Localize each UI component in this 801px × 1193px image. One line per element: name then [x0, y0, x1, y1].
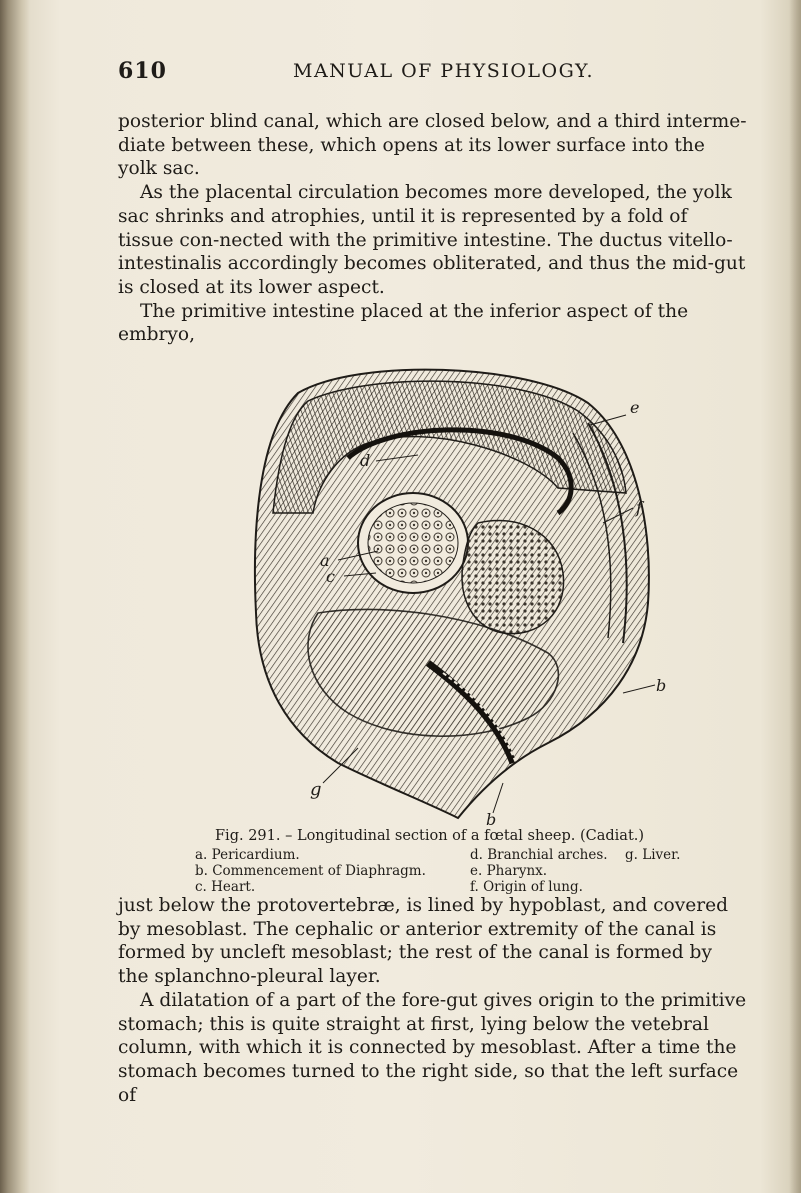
figure-291	[228, 363, 668, 825]
legend-item-a: a. Pericardium.	[195, 847, 300, 863]
legend-item-c: c. Heart.	[195, 879, 256, 895]
legend-item-g: g. Liver.	[625, 847, 681, 863]
label-b-right: b	[656, 676, 667, 695]
embryo-section-illustration	[228, 363, 668, 825]
legend-item-f: f. Origin of lung.	[470, 879, 583, 895]
label-a: a	[320, 551, 330, 570]
paragraph-3-end: just below the protovertebræ, is lined by hypoblast, and covered by mesoblast. The cephalic or anterior extremity of the canal is formed by uncleft mesoblast; the rest of the canal is formed by the splanchno-pleural layer.	[118, 895, 729, 988]
legend-column-1	[195, 847, 426, 895]
book-gutter	[0, 0, 30, 1193]
paragraph-4: A dilatation of a part of the fore-gut gives origin to the primitive stomach; this is quite straight at first, lying below the vetebral column, with which it is connected by mesoblast. After a time the stomach becomes turned to the right side, so that the left surface of	[118, 989, 747, 1106]
label-d: d	[360, 451, 371, 470]
label-f: f	[636, 498, 642, 517]
legend-column-2	[470, 847, 608, 895]
page-header	[118, 58, 738, 90]
body-text-bottom	[118, 894, 748, 1107]
running-title: MANUAL OF PHYSIOLOGY.	[293, 60, 595, 82]
paragraph-2: As the placental circulation becomes more developed, the yolk sac shrinks and atrophies, until it is represented by a fold of tissue con-nected with the primitive intestine. The ductus vitello-intestinalis accordingly becomes obliterated, and thus the mid-gut is closed at its lower aspect.	[118, 182, 746, 298]
page-number: 610	[118, 58, 167, 84]
legend-column-3	[625, 847, 680, 863]
legend-item-d: d. Branchial arches.	[470, 847, 608, 863]
label-e: e	[630, 398, 640, 417]
page-edge	[789, 0, 801, 1193]
paragraph-1: posterior blind canal, which are closed below, and a third interme-diate between these, which opens at its lower surface into the yolk sac.	[118, 111, 747, 180]
figure-caption	[215, 827, 735, 845]
legend-item-b: b. Commencement of Diaphragm.	[195, 863, 426, 879]
label-c: c	[326, 567, 335, 586]
label-b-bottom: b	[486, 810, 497, 825]
label-g: g	[310, 779, 322, 800]
paragraph-3-start: The primitive intestine placed at the inferior aspect of the embryo,	[118, 300, 689, 346]
legend-item-e: e. Pharynx.	[470, 863, 548, 879]
body-text-top	[118, 110, 748, 347]
caption-title: Fig. 291. – Longitudinal section of a fœtal sheep. (Cadiat.)	[215, 828, 645, 844]
